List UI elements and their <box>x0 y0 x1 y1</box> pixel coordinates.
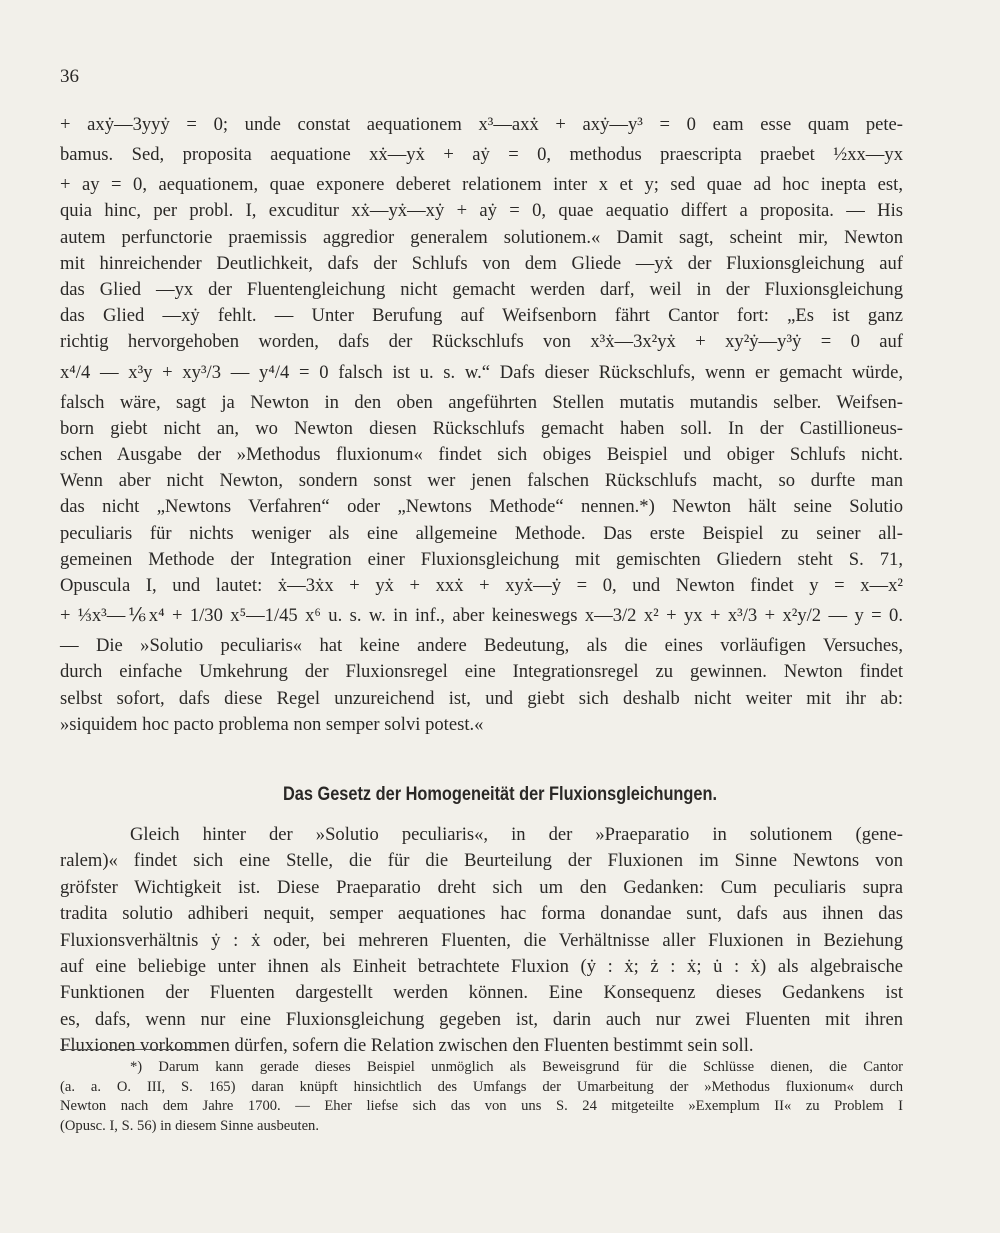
text-line: peculiaris für nichts weniger als eine allgemeine Methode. Das erste Beispiel zu seiner all- <box>60 522 903 544</box>
text-line: bamus. Sed, proposita aequatione xẋ—yẋ + aẏ = 0, methodus praescripta praebet ½xx—yx <box>60 144 903 166</box>
page-number: 36 <box>60 66 79 87</box>
footnote-line: (Opusc. I, S. 56) in diesem Sinne ausbeuten. <box>60 1117 319 1134</box>
text-line: mit hinreichender Deutlichkeit, dafs der Schlufs von dem Gliede —yẋ der Fluxionsgleichung auf <box>60 252 903 274</box>
text-line: + axẏ—3yyẏ = 0; unde constat aequationem x³—axẋ + axẏ—y³ = 0 eam esse quam pete- <box>60 114 903 135</box>
footnote <box>60 1058 903 1136</box>
second-paragraph <box>60 822 903 1060</box>
text-line: selbst sofort, dafs diese Regel unzureichend ist, und giebt sich deshalb nicht weiter mit ihr ab: <box>60 687 903 709</box>
text-line: gemeinen Methode der Integration einer Fluxionsgleichung mit gemischten Gliedern steht S. 71, <box>60 548 903 570</box>
footnote-line: Newton nach dem Jahre 1700. — Eher liefse sich das von uns S. 24 mitgeteilte »Exemplum II« zu Problem I <box>60 1098 903 1115</box>
text-line: es, dafs, wenn nur eine Fluxionsgleichung gegeben ist, darin auch nur zwei Fluenten mit ihren <box>60 1008 903 1030</box>
text-line: + ⅓x³—⅙x⁴ + 1/30 x⁵—1/45 x⁶ u. s. w. in inf., aber keineswegs x—3/2 x² + yx + x³/3 + x²y/2 — y = 0. <box>60 605 903 627</box>
text-line: durch einfache Umkehrung der Fluxionsregel eine Integrationsregel zu gewinnen. Newton findet <box>60 661 903 683</box>
text-line: das Glied —xẏ fehlt. — Unter Berufung auf Weifsenborn fährt Cantor fort: „Es ist ganz <box>60 305 903 327</box>
text-line: born giebt nicht an, wo Newton diesen Rückschlufs gemacht haben soll. In der Castillioneus- <box>60 417 903 439</box>
text-line: »siquidem hoc pacto problema non semper solvi potest.« <box>60 713 484 735</box>
footnote-divider <box>60 1049 206 1050</box>
footnote-line: (a. a. O. III, S. 165) daran knüpft hinsichtlich des Umfangs der Umarbeitung der »Methodus fluxionum« durch <box>60 1078 903 1095</box>
text-line: tradita solutio adhiberi nequit, semper aequationes hac forma donandae sunt, dafs aus ihnen das <box>60 903 903 925</box>
text-line: autem perfunctorie praemissis aggredior generalem solutionem.« Damit sagt, scheint mir, Newton <box>60 226 903 248</box>
text-line: Opuscula I, und lautet: ẋ—3ẋx + yẋ + xxẋ + xyẋ—ẏ = 0, und Newton findet y = x—x² <box>60 575 903 597</box>
text-line: richtig hervorgehoben worden, dafs der Rückschlufs von x³ẋ—3x²yẋ + xy²ẏ—y³ẏ = 0 auf <box>60 331 903 353</box>
text-line: falsch wäre, sagt ja Newton in den oben angeführten Stellen mutatis mutandis selber. Weifsen- <box>60 391 903 413</box>
text-line: das Glied —yx der Fluentengleichung nicht gemacht werden darf, weil in der Fluxionsgleichung <box>60 279 903 301</box>
text-line: auf eine beliebige unter ihnen als Einheit betrachtete Fluxion (ẏ : ẋ; ż : ẋ; u̇ : ẋ) als algebraische <box>60 956 903 978</box>
text-line: ralem)« findet sich eine Stelle, die für die Beurteilung der Fluxionen im Sinne Newtons von <box>60 850 903 872</box>
main-paragraph <box>60 112 903 738</box>
text-line: Gleich hinter der »Solutio peculiaris«, in der »Praeparatio in solutionem (gene- <box>130 824 903 845</box>
text-line: + ay = 0, aequationem, quae exponere deberet relationem inter x et y; sed quae ad hoc inepta est, <box>60 174 903 196</box>
text-line: Fluxionen vorkommen dürfen, sofern die Relation zwischen den Fluenten bestimmt sein soll. <box>60 1035 754 1057</box>
text-line: Wenn aber nicht Newton, sondern sonst wer jenen falschen Rückschlufs macht, so durfte man <box>60 470 903 492</box>
text-line: x⁴/4 — x³y + xy³/3 — y⁴/4 = 0 falsch ist u. s. w.“ Dafs dieser Rückschlufs, wenn er gemacht würde, <box>60 361 903 383</box>
text-line: — Die »Solutio peculiaris« hat keine andere Bedeutung, als die eines vorläufigen Versuches, <box>60 635 903 657</box>
section-heading: Das Gesetz der Homogeneität der Fluxionsgleichungen. <box>282 784 718 805</box>
text-line: quia hinc, per probl. I, excuditur xẋ—yẋ—xẏ + aẏ = 0, quae aequatio differt a proposita. — His <box>60 200 903 222</box>
text-line: schen Ausgabe der »Methodus fluxionum« findet sich obiges Beispiel und obiger Schlufs nicht. <box>60 444 903 466</box>
text-line: das nicht „Newtons Verfahren“ oder „Newtons Methode“ nennen.*) Newton hält seine Solutio <box>60 496 903 518</box>
text-line: Fluxionsverhältnis ẏ : ẋ oder, bei mehreren Fluenten, die Verhältnisse aller Fluxionen in Beziehung <box>60 929 903 951</box>
footnote-line: *) Darum kann gerade dieses Beispiel unmöglich als Beweisgrund für die Schlüsse dienen, die Cantor <box>130 1059 903 1075</box>
text-line: gröfster Wichtigkeit ist. Diese Praeparatio dreht sich um den Gedanken: Cum peculiaris supra <box>60 876 903 898</box>
text-line: Funktionen der Fluenten dargestellt werden können. Eine Konsequenz dieses Gedankens ist <box>60 982 903 1004</box>
